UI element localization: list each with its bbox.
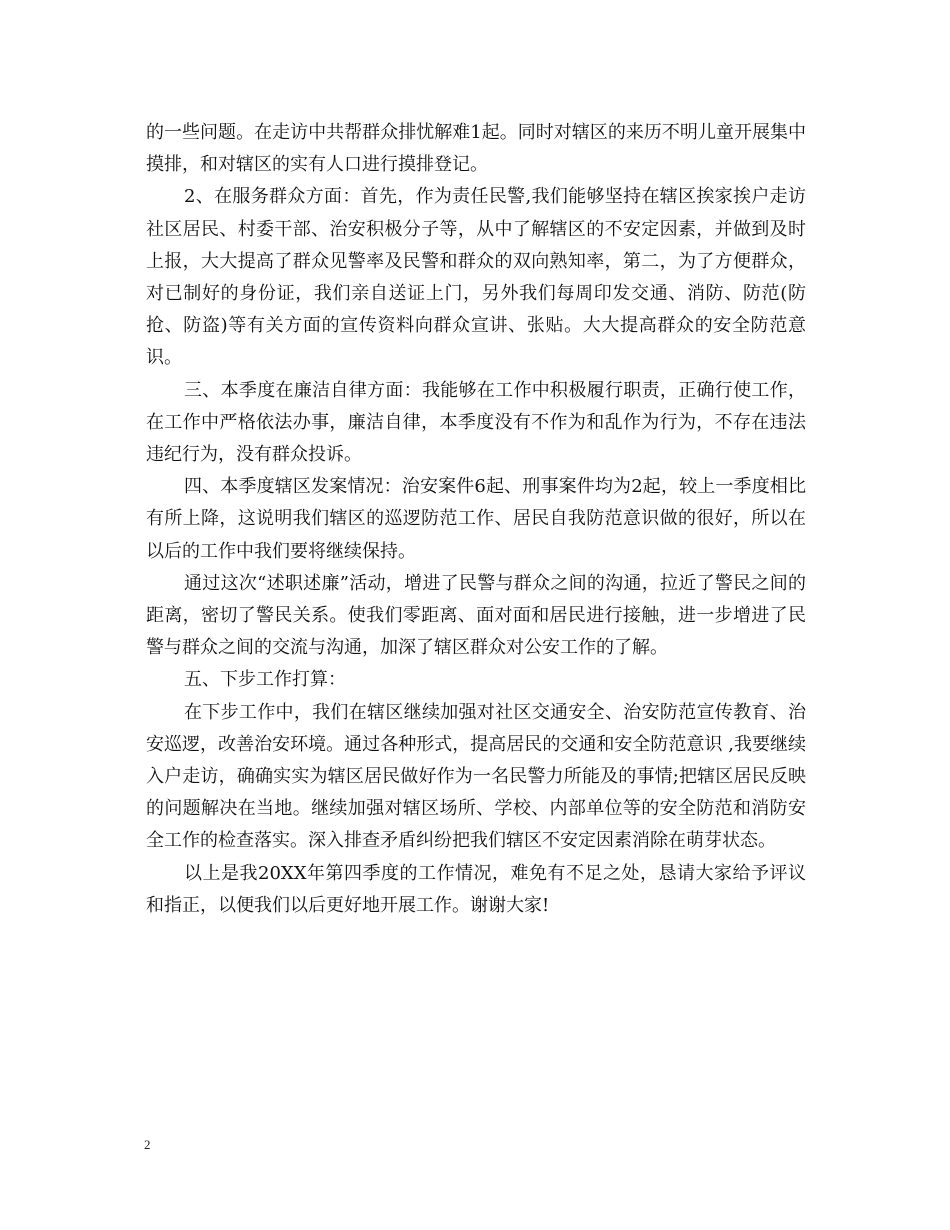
paragraph-cases: 四、本季度辖区发案情况：治安案件6起、刑事案件均为2起，较上一季度相比有所上降，这说明我们辖区的巡逻防范工作、居民自我防范意识做的很好，所以在以后的工作中我们要将继续保持。	[146, 476, 806, 562]
document-body	[146, 117, 806, 922]
paragraph-closing: 以上是我20XX年第四季度的工作情况，难免有不足之处，恳请大家给予评议和指正，以便我们以后更好地开展工作。谢谢大家!	[146, 862, 806, 916]
paragraph-activity: 通过这次“述职述廉”活动，增进了民警与群众之间的沟通，拉近了警民之间的距离，密切了警民关系。使我们零距离、面对面和居民进行接触，进一步增进了民警与群众之间的交流与沟通，加深了辖区群众对公安工作的了解。	[146, 572, 806, 659]
paragraph-service: 2、在服务群众方面：首先，作为责任民警,我们能够坚持在辖区挨家挨户走访社区居民、村委干部、治安积极分子等，从中了解辖区的不安定因素，并做到及时上报，大大提高了群众见警率及民警和群众的双向熟知率，第二，为了方便群众，对已制好的身份证，我们亲自送证上门，另外我们每周印发交通、消防、防范(防抢、防盗)等有关方面的宣传资料向群众宣讲、张贴。大大提高群众的安全防范意识。	[146, 186, 806, 369]
section-heading-next-steps: 五、下步工作打算：	[184, 669, 346, 691]
paragraph-continued: 的一些问题。在走访中共帮群众排忧解难1起。同时对辖区的来历不明儿童开展集中摸排，和对辖区的实有人口进行摸排登记。	[146, 122, 806, 176]
paragraph-integrity: 三、本季度在廉洁自律方面：我能够在工作中积极履行职责，正确行使工作，在工作中严格依法办事，廉洁自律，本季度没有不作为和乱作为行为，不存在违法违纪行为，没有群众投诉。	[146, 379, 806, 466]
paragraph-next-steps: 在下步工作中，我们在辖区继续加强对社区交通安全、治安防范宣传教育、治安巡逻，改善治安环境。通过各种形式，提高居民的交通和安全防范意识 ,我要继续入户走访，确确实实为辖区居民做好作为一名民警力所能及的事情;把辖区居民反映的问题解决在当地。继续加强对辖区场所、学校、内部单位等的安全防范和消防安全工作的检查落实。深入排查矛盾纠纷把我们辖区不安定因素消除在萌芽状态。	[146, 701, 806, 852]
page-number: 2	[144, 1137, 151, 1152]
